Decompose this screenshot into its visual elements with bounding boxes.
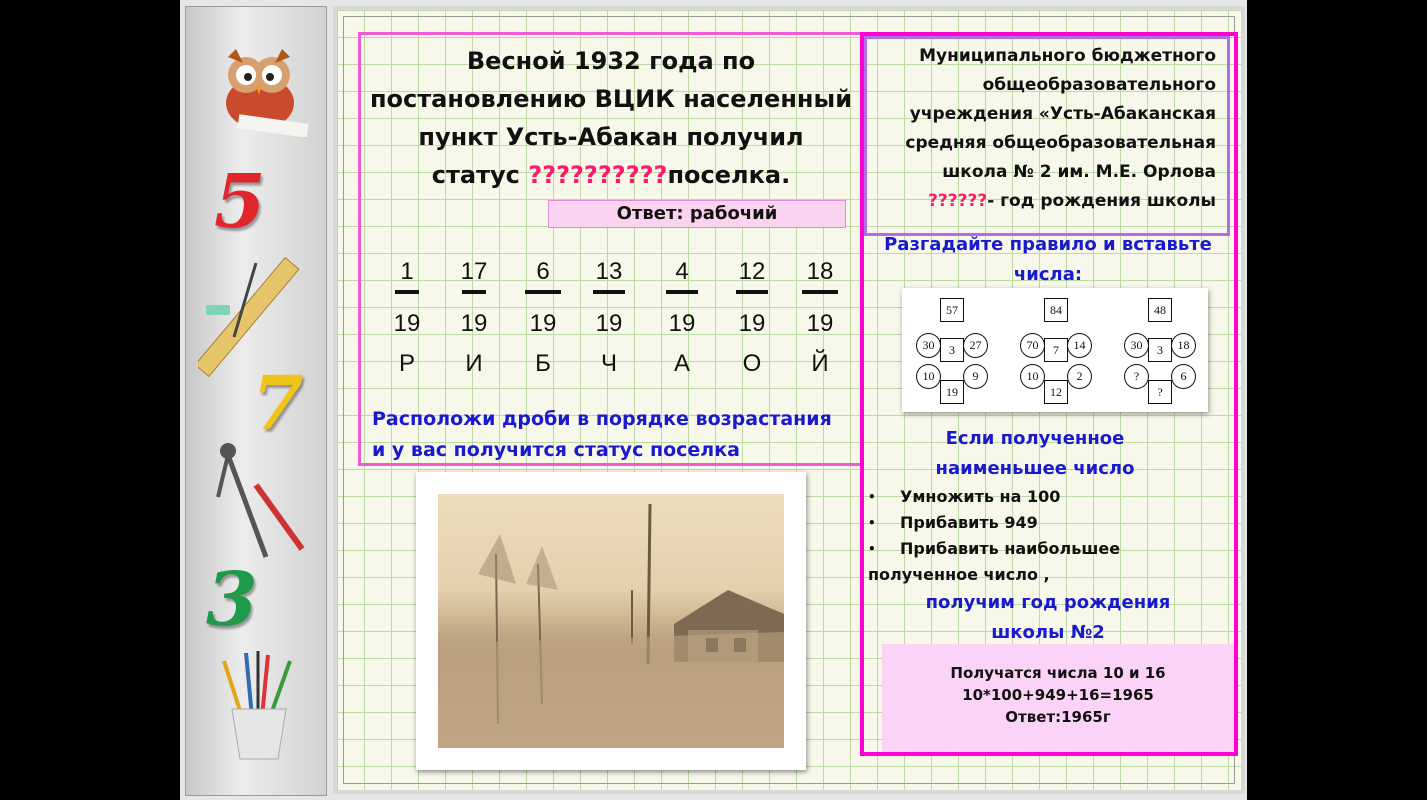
question-line-2: постановлению ВЦИК населенный <box>369 85 853 113</box>
question-line-4-suffix: поселка. <box>667 161 791 189</box>
instruction-line-2: и у вас получится статус поселка <box>372 439 740 461</box>
puzzle-right: 18 <box>1171 333 1196 358</box>
fraction-denominator: 19 <box>668 310 696 337</box>
puzzle-right: 27 <box>963 333 988 358</box>
puzzle-bottom: 19 <box>940 380 964 404</box>
fraction-letter: И <box>465 350 483 377</box>
answer-year-box <box>882 644 1234 752</box>
puzzle-left-2: 10 <box>1020 364 1045 389</box>
fraction-bar <box>736 290 768 294</box>
steps-list <box>866 484 1146 588</box>
digit-seven: 7 <box>252 361 304 447</box>
puzzle-top: 84 <box>1044 298 1068 322</box>
fraction-letter: О <box>742 350 762 377</box>
fraction-numerator: 4 <box>675 258 689 285</box>
school-line-5: школа № 2 им. М.Е. Орлова <box>942 162 1216 182</box>
fraction-letter: А <box>673 350 690 377</box>
owl-teacher-icon <box>198 41 318 137</box>
fraction-bar <box>525 290 561 294</box>
school-year-unknown: ?????? <box>928 191 988 211</box>
puzzle-left-2: ? <box>1124 364 1149 389</box>
fraction-numerator: 13 <box>595 258 623 285</box>
step-item: • Прибавить наибольшее <box>866 536 1146 562</box>
school-title <box>868 42 1216 216</box>
puzzle-left: 30 <box>916 333 941 358</box>
school-line-4: средняя общеобразовательная <box>905 133 1216 153</box>
school-line-1: Муниципального бюджетного <box>919 46 1216 66</box>
question-line-1: Весной 1932 года по <box>466 47 756 75</box>
historic-photo <box>416 472 806 770</box>
instruction-order-fractions <box>372 404 852 466</box>
historic-photo-image <box>438 494 784 748</box>
puzzle-right-2: 9 <box>963 364 988 389</box>
question-line-4-prefix: статус <box>431 161 529 189</box>
fraction-letter: Ч <box>601 350 617 377</box>
fraction-bar <box>593 290 625 294</box>
fraction-denominator: 19 <box>529 310 557 337</box>
instruction-rule <box>868 230 1228 290</box>
fraction-letter: Й <box>811 350 829 377</box>
number-puzzle-panel <box>902 288 1208 412</box>
fraction-item <box>657 258 707 382</box>
instruction-smallest-line-1: Если полученное <box>945 428 1125 449</box>
puzzle-left-2: 10 <box>916 364 941 389</box>
fraction-denominator: 19 <box>738 310 766 337</box>
instruction-year-line-1: получим год рождения <box>925 592 1171 613</box>
question-text <box>368 42 854 194</box>
fraction-item <box>382 258 432 382</box>
puzzle-center: 3 <box>940 338 964 362</box>
question-unknown: ?????????? <box>528 161 668 189</box>
ruler-pencil-icon <box>198 257 308 377</box>
number-puzzle <box>912 298 992 404</box>
school-line-6-suffix: - год рождения школы <box>987 191 1216 211</box>
number-puzzle <box>1016 298 1096 404</box>
digit-three: 3 <box>206 557 258 643</box>
number-puzzle <box>1120 298 1200 404</box>
answer-year-line-1: Получатся числа 10 и 16 <box>950 664 1166 682</box>
instruction-smallest-line-2: наименьшее число <box>935 458 1135 479</box>
fraction-denominator: 19 <box>806 310 834 337</box>
puzzle-top: 57 <box>940 298 964 322</box>
fraction-numerator: 17 <box>460 258 488 285</box>
puzzle-right: 14 <box>1067 333 1092 358</box>
puzzle-top: 48 <box>1148 298 1172 322</box>
school-line-6 <box>868 187 1216 216</box>
digit-five: 5 <box>214 159 266 245</box>
pencil-cup-icon <box>210 647 310 767</box>
step-item-continued: полученное число , <box>868 565 1050 584</box>
instruction-rule-line-2: числа: <box>1013 264 1083 285</box>
puzzle-bottom: 12 <box>1044 380 1068 404</box>
answer-year-line-3: Ответ:1965г <box>1005 708 1111 726</box>
fraction-denominator: 19 <box>460 310 488 337</box>
answer-year-line-2: 10*100+949+16=1965 <box>962 686 1154 704</box>
puzzle-center: 3 <box>1148 338 1172 362</box>
step-item: • Прибавить 949 <box>866 510 1146 536</box>
fraction-item <box>584 258 634 382</box>
question-line-4 <box>368 156 854 194</box>
instruction-line-1: Расположи дроби в порядке возрастания <box>372 408 832 430</box>
fraction-letter: Р <box>398 350 415 377</box>
fraction-bar <box>395 290 419 294</box>
answer-status-box: Ответ: рабочий <box>548 200 846 228</box>
puzzle-bottom: ? <box>1148 380 1172 404</box>
puzzle-left: 70 <box>1020 333 1045 358</box>
step-item: • Умножить на 100 <box>866 484 1146 510</box>
puzzle-right-2: 6 <box>1171 364 1196 389</box>
puzzle-right-2: 2 <box>1067 364 1092 389</box>
school-line-3: учреждения «Усть-Абаканская <box>909 104 1216 124</box>
fraction-bar <box>462 290 486 294</box>
fraction-numerator: 1 <box>400 258 414 285</box>
street-scene-image <box>438 494 784 748</box>
fraction-item <box>449 258 499 382</box>
compass-icon <box>206 437 306 567</box>
fraction-item <box>727 258 777 382</box>
fraction-denominator: 19 <box>393 310 421 337</box>
instruction-smallest-number <box>900 424 1170 484</box>
instruction-year-line-2: школы №2 <box>991 622 1105 643</box>
instruction-school-year <box>900 588 1196 648</box>
school-line-2: общеобразовательного <box>982 75 1216 95</box>
puzzle-left: 30 <box>1124 333 1149 358</box>
fraction-numerator: 12 <box>738 258 766 285</box>
puzzle-center: 7 <box>1044 338 1068 362</box>
fraction-denominator: 19 <box>595 310 623 337</box>
fraction-numerator: 18 <box>806 258 834 285</box>
fraction-bar <box>666 290 698 294</box>
decorative-sidebar <box>185 6 327 796</box>
fraction-numerator: 6 <box>536 258 550 285</box>
fraction-item <box>518 258 568 382</box>
instruction-rule-line-1: Разгадайте правило и вставьте <box>884 234 1212 255</box>
fraction-item <box>795 258 845 382</box>
question-line-3: пункт Усть-Абакан получил <box>418 123 804 151</box>
fraction-letter: Б <box>535 350 551 377</box>
fraction-bar <box>802 290 838 294</box>
